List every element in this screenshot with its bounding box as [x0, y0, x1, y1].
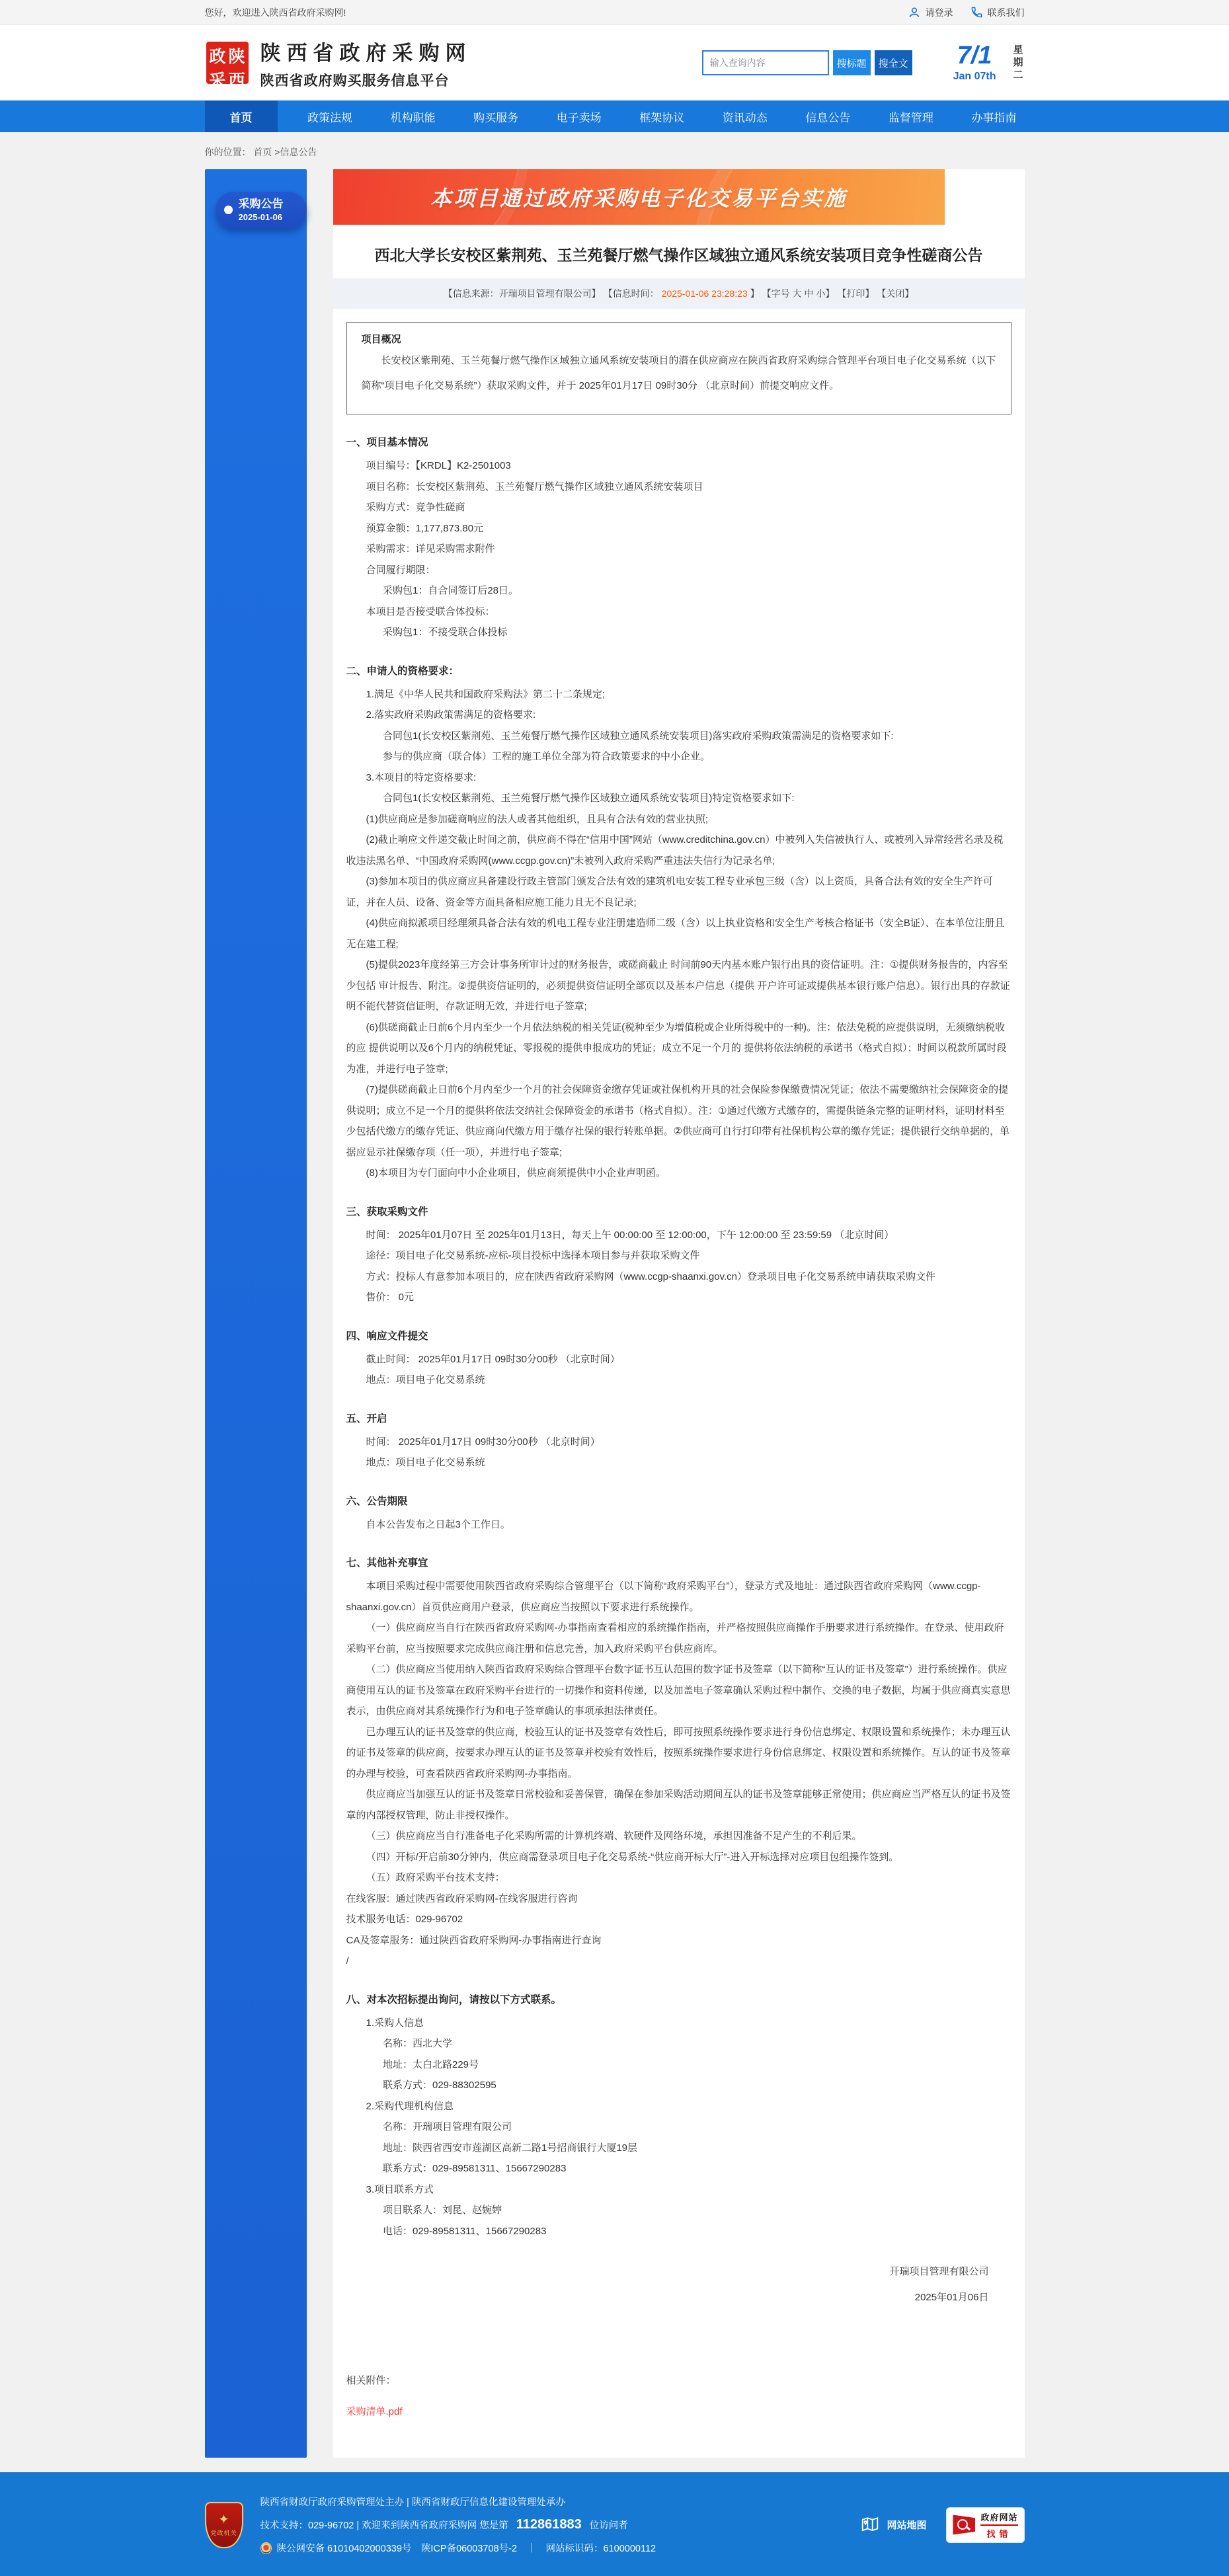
nav-item[interactable]: 监督管理: [888, 111, 933, 124]
body-paragraph: 截止时间： 2025年01月17日 09时30分00秒 （北京时间）: [366, 1353, 620, 1365]
body-paragraph: (7)提供磋商截止日前6个月内至少一个月的社会保障资金缴存凭证或社保机构开具的社会保险参保缴费情况凭证；依法不需要缴纳社会保障资金的提供说明；成立不足一个月的提供将依法交纳社会保障资金的承诺书（格式自拟）。注：①通过代缴方式缴存的，需提供链条完整的证明材料，证明材料至少包括代缴方的缴存凭证、供应商向代缴方用于缴存社保的银行转账单据。②供应商可自行打印带有社保机构公章的缴存凭证；提供银行交纳单据的，单据应显示社保缴存项（任一项），并进行电子签章;: [346, 1084, 1010, 1158]
party-government-emblem-icon: [205, 2502, 243, 2548]
nav-item[interactable]: 资讯动态: [722, 111, 768, 124]
info-time-prefix: 【信息时间：: [603, 288, 659, 299]
body-paragraph: 地点：项目电子化交易系统: [366, 1374, 485, 1386]
body-paragraph: （三）供应商应当自行准备电子化采购所需的计算机终端、软硬件及网络环境，承担因准备不足产生的不利后果。: [366, 1830, 862, 1842]
body-paragraph: 供应商应当加强互认的证书及签章日常校验和妥善保管，确保在参加采购活动期间互认的证书及签章能够正常使用；供应商应当严格互认的证书及签章的内部授权管理，防止非授权操作。: [346, 1789, 1011, 1821]
body-paragraph: 名称：西北大学: [383, 2038, 453, 2049]
section-heading: 七、其他补充事宜: [346, 1557, 428, 1569]
find-badge-top-label: 政府网站: [980, 2511, 1017, 2526]
announcement-article: [333, 169, 1025, 2458]
main-nav-list: [205, 100, 1025, 132]
info-time-value: 2025-01-06 23:28:23: [661, 288, 748, 299]
section-heading: 三、获取采购文件: [346, 1206, 428, 1218]
body-paragraph: (4)供应商拟派项目经理须具备合法有效的机电工程专业注册建造师二级（含）以上执业资格和安全生产考核合格证书（安全B证）、在本单位注册且无在建工程;: [346, 917, 1005, 950]
find-badge-bottom-label: 找错: [986, 2528, 1012, 2539]
nav-item[interactable]: 机构职能: [390, 111, 436, 124]
body-paragraph: (2)截止响应文件递交截止时间之前，供应商不得在“信用中国”网站（www.creditchina.gov.cn）中被列入失信被执行人、或被列入异常经营名录及税收违法黑名单、“中国政府采购网(www.ccgp.gov.cn)”未被列入政府采购严重违法失信行为记录名单;: [346, 834, 1004, 867]
site-subtitle: 陕西省政府购买服务信息平台: [260, 73, 450, 89]
footer-support-line: [260, 2517, 656, 2532]
body-paragraph: 2.落实政府采购政策需满足的资格要求:: [366, 709, 536, 721]
body-paragraph: 地点：项目电子化交易系统: [366, 1457, 485, 1468]
body-paragraph: 电话：029-89581311、15667290283: [383, 2225, 547, 2237]
body-paragraph: 1.采购人信息: [366, 2017, 424, 2029]
logo-char: 政: [209, 48, 226, 66]
body-paragraph: 售价： 0元: [366, 1292, 415, 1303]
body-paragraph: CA及签章服务：通过陕西省政府采购网-办事指南进行查询: [346, 1934, 602, 1946]
nav-item[interactable]: 首页: [205, 100, 278, 132]
body-paragraph: 合同履行期限：: [366, 564, 436, 576]
body-paragraph: 联系方式：029-88302595: [383, 2080, 496, 2091]
footer-organizer-line: 陕西省财政厅政府采购管理处主办 | 陕西省财政厅信息化建设管理处承办: [260, 2497, 565, 2508]
body-paragraph: 时间： 2025年01月17日 09时30分00秒 （北京时间）: [366, 1436, 600, 1448]
print-button[interactable]: 【打印】: [837, 288, 875, 299]
body-paragraph: 途径：项目电子化交易系统-应标-项目投标中选择本项目参与并获取采购文件: [366, 1250, 700, 1261]
police-badge-icon: [260, 2542, 272, 2554]
welcome-text: 您好，欢迎进入陕西省政府采购网!: [204, 7, 346, 18]
body-paragraph: 1.满足《中华人民共和国政府采购法》第二十二条规定;: [366, 688, 606, 700]
body-paragraph: 本项目采购过程中需要使用陕西省政府采购综合管理平台（以下简称“政府采购平台”），登录方式及地址：通过陕西省政府采购网（www.ccgp-shaanxi.gov.cn）首页供应商用户登录，供应商应当按照以下要求进行系统操作。: [346, 1581, 981, 1613]
body-paragraph: 项目编号：【KRDL】K2-2501003: [366, 460, 511, 471]
main-nav: [0, 100, 1229, 132]
sitemap-label: 网站地图: [887, 2520, 927, 2531]
logo-char: 陕: [228, 48, 245, 66]
body-paragraph: 技术服务电话：029-96702: [346, 1914, 463, 1925]
map-icon: [860, 2514, 880, 2536]
body-paragraph: (3)参加本项目的供应商应具备建设行政主管部门颁发合法有效的建筑机电安装工程专业承包三级（含）以上资质，具备合法有效的安全生产许可证，并在人员、设备、资金等方面具备相应施工能力且无不良记录;: [346, 876, 993, 908]
body-paragraph: 自本公告发布之日起3个工作日。: [366, 1518, 510, 1530]
bullet-dot-icon: [224, 206, 233, 214]
body-paragraph: 采购需求：详见采购需求附件: [366, 543, 495, 555]
contact-link[interactable]: [971, 6, 1025, 19]
site-title: 陕西省政府采购网: [260, 41, 472, 65]
search-title-button[interactable]: 搜标题: [833, 50, 871, 75]
footer-visitor-suffix: 位访问者: [589, 2520, 628, 2531]
body-paragraph: 采购包1：自合同签订后28日。: [383, 585, 519, 596]
etrading-banner: [333, 169, 945, 225]
site-header: [0, 25, 1229, 100]
section-heading: 一、项目基本情况: [346, 437, 428, 448]
logo-char: 采: [209, 71, 226, 90]
info-time-suffix: 】: [750, 288, 760, 299]
body-paragraph: 项目名称：长安校区紫荆苑、玉兰苑餐厅燃气操作区域独立通风系统安装项目: [366, 481, 703, 492]
body-paragraph: 采购包1：不接受联合体投标: [383, 627, 508, 638]
nav-item[interactable]: 框架协议: [639, 111, 685, 124]
body-paragraph: 3.项目联系方式: [366, 2183, 434, 2195]
section-heading: 六、公告期限: [346, 1495, 408, 1507]
footer-icp-line: [260, 2541, 656, 2555]
login-label: 请登录: [925, 7, 953, 18]
footer-icp-text: 陕公网安备 61010402000339号 陕ICP备06003708号-2 ｜ 网站标识码：6100000112: [276, 2544, 656, 2554]
site-footer: [0, 2472, 1229, 2576]
login-link[interactable]: [908, 6, 953, 19]
body-paragraph: 合同包1(长安校区紫荆苑、玉兰苑餐厅燃气操作区域独立通风系统安装项目)特定资格要求如下:: [383, 793, 795, 804]
body-paragraph: 本项目是否接受联合体投标：: [366, 605, 495, 617]
body-paragraph: 参与的供应商（联合体）工程的施工单位全部为符合政策要求的中小企业。: [383, 751, 711, 762]
body-paragraph: 在线客服：通过陕西省政府采购网-在线客服进行咨询: [346, 1893, 578, 1904]
body-paragraph: 地址：太白北路229号: [383, 2058, 479, 2070]
body-paragraph: 联系方式：029-89581311、15667290283: [383, 2163, 567, 2174]
body-paragraph: (1)供应商应是参加磋商响应的法人或者其他组织，且具有合法有效的营业执照;: [366, 813, 709, 825]
nav-item[interactable]: 购买服务: [473, 111, 519, 124]
nav-item[interactable]: 办事指南: [971, 111, 1017, 124]
contact-label: 联系我们: [987, 7, 1025, 18]
signature-company: 开瑞项目管理有限公司: [889, 2266, 989, 2277]
user-icon: [908, 6, 921, 19]
breadcrumb-label: 你的位置：: [204, 147, 251, 157]
sidebar-tag-title: 采购公告: [238, 198, 284, 210]
body-paragraph: 已办理互认的证书及签章的供应商，校验互认的证书及签章有效性后，即可按照系统操作要求进行身份信息绑定、权限设置和系统操作；未办理互认的证书及签章的供应商，按要求办理互认的证书及签章并校验有效性后，按照系统操作要求进行身份信息绑定、权限设置和系统操作。互认的证书及签章的办理与校验，可查看陕西省政府采购网-办事指南。: [346, 1726, 1011, 1779]
torch-glyph: ✦: [218, 2512, 229, 2527]
section-heading: 五、开启: [346, 1413, 387, 1425]
emblem-label: 党政机关: [210, 2529, 237, 2536]
project-overview-box: [346, 322, 1011, 414]
overview-heading: 项目概况: [361, 334, 401, 345]
signature-date: 2025年01月06日: [914, 2292, 989, 2303]
body-paragraph: （五）政府采购平台技术支持：: [366, 1872, 505, 1883]
body-paragraph: 2.采购代理机构信息: [366, 2100, 454, 2112]
search-input[interactable]: [702, 50, 829, 75]
phone-icon: [971, 6, 983, 19]
body-paragraph: 合同包1(长安校区紫荆苑、玉兰苑餐厅燃气操作区域独立通风系统安装项目)落实政府采购政策需满足的资格要求如下:: [383, 730, 894, 742]
article-meta-bar: [333, 278, 1025, 309]
magnifier-flag-icon: [953, 2515, 975, 2535]
sidebar-item-procurement-notice[interactable]: [216, 192, 307, 228]
body-paragraph: 时间： 2025年01月07日 至 2025年01月13日，每天上午 00:00:00 至 12:00:00，下午 12:00:00 至 23:59:59 （北京时间）: [366, 1229, 894, 1241]
nav-item[interactable]: 信息公告: [805, 111, 851, 124]
sitemap-link[interactable]: [860, 2514, 926, 2536]
date-widget: [953, 43, 996, 83]
visitor-count: 112861883: [516, 2517, 582, 2532]
site-logo: [205, 40, 250, 90]
section-heading: 四、响应文件提交: [346, 1330, 428, 1342]
body-paragraph: （四）开标/开启前30分钟内，供应商需登录项目电子化交易系统-“供应商开标大厅”-进入开标选择对应项目包组操作签到。: [366, 1851, 899, 1863]
body-paragraph: 采购方式：竞争性磋商: [366, 502, 465, 513]
breadcrumb-separator: >: [272, 147, 280, 157]
sidebar-tag-date: 2025-01-06: [238, 212, 282, 223]
body-paragraph: 3.本项目的特定资格要求:: [366, 771, 477, 783]
category-sidebar: [205, 169, 307, 2458]
search-fulltext-button[interactable]: 搜全文: [875, 50, 912, 75]
nav-item[interactable]: 政策法规: [307, 111, 353, 124]
date-english: Jan 07th: [953, 71, 996, 82]
body-paragraph: /: [346, 1955, 349, 1967]
section-heading: 八、对本次招标提出询问，请按以下方式联系。: [346, 1994, 562, 2006]
signature-block: [346, 2259, 1011, 2310]
body-paragraph: (5)提供2023年度经第三方会计事务所审计过的财务报告，或磋商截止 时间前90天内基本账户银行出具的资信证明。注：①提供财务报告的，内容至少包括 审计报告、附注。②提供资信证明的，必须提供资信证明全部页以及基本户信息（提供 开户许可证或提供基本银行账户信息）。银行出具的存款证明不能代替资信证明，存款证明无效，并进行电子签章;: [346, 959, 1010, 1012]
body-paragraph: (8)本项目为专门面向中小企业项目，供应商须提供中小企业声明函。: [366, 1167, 666, 1179]
body-paragraph: 项目联系人：刘昆、赵婉婷: [383, 2205, 502, 2216]
breadcrumb: [205, 132, 1025, 169]
banner-text: 本项目通过政府采购电子化交易平台实施: [430, 186, 847, 210]
overview-body: 长安校区紫荆苑、玉兰苑餐厅燃气操作区域独立通风系统安装项目的潜在供应商应在陕西省政府采购综合管理平台项目电子化交易系统（以下简称“项目电子化交易系统”）获取采购文件，并于 2025年01月17日 09时30分 （北京时间）前提交响应文件。: [361, 355, 996, 391]
article-sections: [346, 434, 1011, 2242]
body-paragraph: 地址：陕西省西安市莲湖区高新二路1号招商银行大厦19层: [383, 2142, 638, 2154]
attachment-link-pdf[interactable]: 采购清单.pdf: [346, 2406, 403, 2417]
nav-item[interactable]: 电子卖场: [556, 111, 602, 124]
attachments-label: 相关附件：: [346, 2375, 396, 2386]
weekday-label: 星期二: [1011, 44, 1023, 82]
search-bar: [702, 50, 912, 75]
body-paragraph: 预算金额：1,177,873.80元: [366, 522, 484, 534]
body-paragraph: （一）供应商应当自行在陕西省政府采购网-办事指南查看相应的系统操作指南，并严格按照供应商操作手册要求进行系统操作。在登录、使用政府采购平台前，应当按照要求完成供应商注册和信息完善，加入政府采购平台供应商库。: [346, 1622, 1004, 1655]
body-paragraph: 名称：开瑞项目管理有限公司: [383, 2121, 512, 2132]
top-bar: [0, 0, 1229, 25]
close-button[interactable]: 【关闭】: [877, 288, 914, 299]
announcement-title: 西北大学长安校区紫荆苑、玉兰苑餐厅燃气操作区域独立通风系统安装项目竞争性磋商公告: [374, 247, 983, 264]
section-heading: 二、申请人的资格要求：: [346, 665, 459, 677]
font-size-control[interactable]: 【字号 大 中 小】: [762, 288, 835, 299]
logo-char: 西: [228, 71, 245, 90]
gov-site-error-report-badge[interactable]: [946, 2507, 1024, 2543]
breadcrumb-current: 信息公告: [280, 147, 317, 157]
footer-support-text: 技术支持：029-96702 | 欢迎来到陕西省政府采购网 您是第: [260, 2520, 508, 2531]
breadcrumb-home-link[interactable]: 首页: [253, 147, 272, 157]
info-source: 【信息来源：开瑞项目管理有限公司】: [443, 288, 601, 299]
body-paragraph: (6)供磋商截止日前6个月内至少一个月依法纳税的相关凭证(税种至少为增值税或企业所得税中的一种)。注：依法免税的应提供说明，无须缴纳税收的应 提供说明以及6个月内的纳税凭证、零报税的提供申报成功的凭证；成立不足一个月的 提供将依法纳税的承诺书（格式自拟）；时间以税款所属时段为准，并进行电子签章;: [346, 1021, 1007, 1075]
body-paragraph: 方式：投标人有意参加本项目的，应在陕西省政府采购网（www.ccgp-shaanxi.gov.cn）登录项目电子化交易系统申请获取采购文件: [366, 1270, 935, 1282]
body-paragraph: （二）供应商应当使用纳入陕西省政府采购综合管理平台数字证书互认范围的数字证书及签章（以下简称“互认的证书及签章”）进行系统操作。供应商使用互认的证书及签章在政府采购平台进行的一切操作和资料传递，以及加盖电子签章确认采购过程中制作、交换的电子数据，均属于供应商真实意思表示，由供应商对其系统操作行为和电子签章确认的事项承担法律责任。: [346, 1664, 1011, 1717]
attachments-block: [346, 2373, 1011, 2418]
date-numeric: 7/1: [957, 42, 992, 69]
